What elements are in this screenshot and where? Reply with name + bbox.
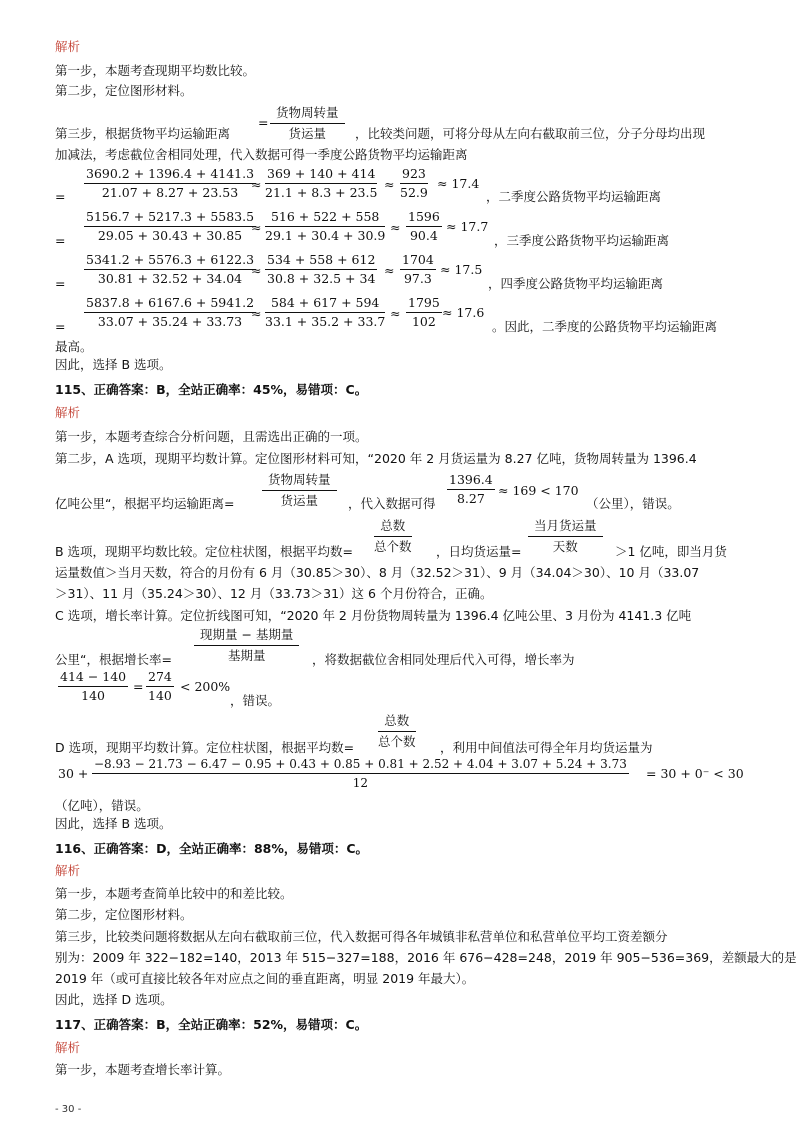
- q117-step1: 第一步，本题考查增长率计算。: [55, 1062, 231, 1077]
- q3-num-sum: 1704: [400, 252, 436, 270]
- q1-den-trunc: 21.1 + 8.3 + 23.5: [265, 185, 378, 200]
- fraction-denominator: 货运量: [280, 493, 319, 508]
- q4-den-trunc: 33.1 + 35.2 + 33.7: [265, 314, 386, 329]
- q2-num-trunc: 516 + 522 + 558: [265, 209, 385, 227]
- q115-c-wrong: ，错误。: [230, 693, 281, 708]
- q4-num-trunc: 584 + 617 + 594: [265, 295, 385, 313]
- q3-num-trunc: 534 + 558 + 612: [265, 252, 377, 270]
- q4-fraction-trunc: [265, 295, 385, 330]
- q3-approx2: ≈: [384, 263, 395, 278]
- q115-b-formula: [374, 517, 412, 555]
- q115-c-line1: C 选项，增长率计算。定位折线图可知，“2020 年 2 月份货物周转量为 1396.4 亿吨公里、3 月份为 4141.3 亿吨: [55, 608, 692, 623]
- analysis-label: 解析: [55, 405, 81, 420]
- q3-approx1: ≈: [251, 263, 262, 278]
- q4-num-raw: 5837.8 + 6167.6 + 5941.2: [84, 295, 256, 313]
- analysis-label: 解析: [55, 863, 81, 878]
- q1-num-trunc: 369 + 140 + 414: [265, 166, 377, 184]
- q2-num-raw: 5156.7 + 5217.3 + 5583.5: [84, 209, 256, 227]
- q115-c-post: ，将数据截位舍相同处理后代入可得，增长率为: [312, 652, 575, 667]
- q1-approx1: ≈: [251, 177, 262, 192]
- q116-step3-line1: 第三步，比较类问题将数据从左向右截取前三位，代入数据可得各年城镇非私营单位和私营单位平均工资差额分: [55, 929, 668, 944]
- q115-a-formula: [262, 471, 337, 509]
- q2-approx2: ≈: [390, 220, 401, 235]
- q1-den-sum: 52.9: [400, 185, 428, 200]
- q115-c-result: < 200%: [180, 679, 231, 694]
- q3-den-raw: 30.81 + 32.52 + 34.04: [97, 271, 243, 286]
- q115-d-fraction: [92, 756, 629, 791]
- fraction-denominator: 天数: [552, 539, 578, 554]
- q4-fraction-raw: [84, 295, 256, 330]
- q114-step1: 第一步，本题考查现期平均数比较。: [55, 63, 256, 78]
- q115-b-mid: ，日均货运量=: [436, 544, 522, 559]
- q115-c-num1: 414 − 140: [58, 669, 128, 687]
- row-eq: =: [55, 233, 66, 248]
- q1-fraction-raw: [84, 166, 256, 201]
- q3-den-sum: 97.3: [403, 271, 432, 286]
- q116-answer-title: 116、正确答案：D，全站正确率：88%，易错项：C。: [55, 841, 369, 856]
- q4-den-sum: 102: [411, 314, 436, 329]
- q115-c-formula: [194, 626, 299, 664]
- q116-step3-line2: 别为：2009 年 322−182=140，2013 年 515−327=188，2016 年 676−428=248，2019 年 905−536=369，差额最大的是: [55, 950, 797, 965]
- q3-fraction-raw: [84, 252, 256, 287]
- q115-a-result: ≈ 169 < 170: [498, 483, 579, 498]
- q115-a-post: （公里），错误。: [586, 496, 680, 511]
- fraction-numerator: 当月货运量: [528, 517, 603, 537]
- q3-fraction-sum: [400, 252, 436, 287]
- analysis-label: 解析: [55, 1040, 81, 1055]
- q2-fraction-sum: [406, 209, 442, 244]
- q2-fraction-raw: [84, 209, 256, 244]
- q1-fraction-trunc: [265, 166, 377, 201]
- q3-fraction-trunc: [265, 252, 377, 287]
- q116-step3-line3: 2019 年（或可直接比较各年对应点之间的垂直距离，明显 2019 年最大）。: [55, 971, 475, 986]
- row-eq: =: [55, 189, 66, 204]
- q115-c-pre: 公里“，根据增长率=: [55, 652, 172, 667]
- q3-den-trunc: 30.8 + 32.5 + 34: [267, 271, 376, 286]
- q4-num-sum: 1795: [406, 295, 442, 313]
- q115-step2: 第二步，A 选项，现期平均数计算。定位图形材料可知，“2020 年 2 月货运量为 8.27 亿吨，货物周转量为 1396.4: [55, 451, 697, 466]
- q114-conclusion: 因此，选择 B 选项。: [55, 357, 172, 372]
- fraction-numerator: 总数: [374, 517, 412, 537]
- q4-approx2: ≈: [390, 306, 401, 321]
- fraction-denominator: 总个数: [374, 539, 412, 554]
- q116-conclusion: 因此，选择 D 选项。: [55, 992, 173, 1007]
- q4-fraction-sum: [406, 295, 442, 330]
- q4-approx1: ≈: [251, 306, 262, 321]
- q2-suffix: ，三季度公路货物平均运输距离: [494, 233, 670, 248]
- fraction-denominator: 货运量: [288, 126, 327, 141]
- q3-num-raw: 5341.2 + 5576.3 + 6122.3: [84, 252, 256, 270]
- q115-c-den2: 140: [148, 688, 172, 703]
- q1-result: ≈ 17.4: [437, 176, 480, 191]
- q114-step3-post: ，比较类问题，可将分母从左向右截取前三位，分子分母均出现: [355, 126, 706, 141]
- q117-answer-title: 117、正确答案：B，全站正确率：52%，易错项：C。: [55, 1017, 368, 1032]
- fraction-numerator: 现期量 − 基期量: [194, 626, 299, 646]
- q1-suffix: ，二季度公路货物平均运输距离: [486, 189, 662, 204]
- q114-step2: 第二步，定位图形材料。: [55, 83, 193, 98]
- q4-suffix: 。因此，二季度的公路货物平均运输距离: [492, 319, 718, 334]
- q115-b-pre: B 选项，现期平均数比较。定位柱状图，根据平均数=: [55, 544, 354, 559]
- q115-d-formula: [378, 712, 416, 750]
- q4-result: ≈ 17.6: [442, 305, 485, 320]
- q115-d-lead: 30 +: [58, 766, 89, 781]
- q116-step2: 第二步，定位图形材料。: [55, 907, 193, 922]
- q115-d-den: 12: [352, 776, 369, 790]
- q1-approx2: ≈: [384, 177, 395, 192]
- q115-a-den: 8.27: [456, 491, 485, 506]
- q2-fraction-trunc: [265, 209, 385, 244]
- q115-d-post: ，利用中间值法可得全年月均货运量为: [440, 740, 653, 755]
- q116-step1: 第一步，本题考查简单比较中的和差比较。: [55, 886, 293, 901]
- q1-num-sum: 923: [400, 166, 428, 184]
- q115-b-formula2: [528, 517, 603, 555]
- q1-num-raw: 3690.2 + 1396.4 + 4141.3: [84, 166, 256, 184]
- row-eq: =: [55, 319, 66, 334]
- q115-d-pre: D 选项，现期平均数计算。定位柱状图，根据平均数=: [55, 740, 355, 755]
- q115-c-den1: 140: [81, 688, 105, 703]
- q115-c-eq: =: [133, 679, 144, 694]
- row-eq: =: [55, 276, 66, 291]
- analysis-label: 解析: [55, 39, 81, 54]
- fraction-numerator: 总数: [378, 712, 416, 732]
- q115-c-num2: 274: [146, 669, 174, 687]
- q115-d-result: = 30 + 0⁻ < 30: [646, 766, 744, 781]
- q115-conclusion: 因此，选择 B 选项。: [55, 816, 172, 831]
- q115-a-num: 1396.4: [447, 472, 495, 490]
- q115-c-fraction2: [146, 669, 174, 704]
- q3-result: ≈ 17.5: [440, 262, 483, 277]
- q115-a-mid: ，代入数据可得: [348, 496, 436, 511]
- q114-step3-line2: 加减法，考虑截位舍相同处理，代入数据可得一季度公路货物平均运输距离: [55, 147, 468, 162]
- page-number: - 30 -: [55, 1104, 82, 1115]
- q2-num-sum: 1596: [406, 209, 442, 227]
- q2-den-raw: 29.05 + 30.43 + 30.85: [97, 228, 243, 243]
- q115-d-num: −8.93 − 21.73 − 6.47 − 0.95 + 0.43 + 0.85 + 0.81 + 2.52 + 4.04 + 3.07 + 5.24 + 3.73: [92, 756, 629, 774]
- q115-a-fraction: [447, 472, 495, 507]
- q115-b-line3: ＞31）、11 月（35.24＞30）、12 月（33.73＞31）这 6 个月份符合，正确。: [55, 586, 493, 601]
- q115-answer-title: 115、正确答案：B，全站正确率：45%，易错项：C。: [55, 382, 368, 397]
- q115-d-unit: （亿吨），错误。: [55, 798, 149, 813]
- q115-b-post: ＞1 亿吨，即当月货: [615, 544, 727, 559]
- fraction-numerator: 货物周转量: [270, 104, 345, 124]
- fraction-denominator: 基期量: [227, 648, 266, 663]
- q2-den-trunc: 29.1 + 30.4 + 30.9: [265, 228, 386, 243]
- q3-suffix: ，四季度公路货物平均运输距离: [488, 276, 664, 291]
- q115-c-fraction1: [58, 669, 128, 704]
- q115-b-line2: 运量数值＞当月天数，符合的月份有 6 月（30.85＞30）、8 月（32.52＞31）、9 月（34.04＞30）、10 月（33.07: [55, 565, 700, 580]
- q114-eq: =: [258, 115, 269, 130]
- q1-den-raw: 21.07 + 8.27 + 23.53: [101, 185, 239, 200]
- q114-highest: 最高。: [55, 339, 93, 354]
- q2-den-sum: 90.4: [409, 228, 438, 243]
- q115-step1: 第一步，本题考查综合分析问题，且需选出正确的一项。: [55, 429, 368, 444]
- q114-step3-pre: 第三步，根据货物平均运输距离: [55, 126, 231, 141]
- q4-den-raw: 33.07 + 35.24 + 33.73: [97, 314, 243, 329]
- q2-approx1: ≈: [251, 220, 262, 235]
- fraction-numerator: 货物周转量: [262, 471, 337, 491]
- q1-fraction-sum: [400, 166, 428, 201]
- q115-a-pre: 亿吨公里“，根据平均运输距离=: [55, 496, 235, 511]
- q2-result: ≈ 17.7: [446, 219, 489, 234]
- fraction-denominator: 总个数: [378, 734, 416, 749]
- q114-formula-fraction: [270, 104, 345, 142]
